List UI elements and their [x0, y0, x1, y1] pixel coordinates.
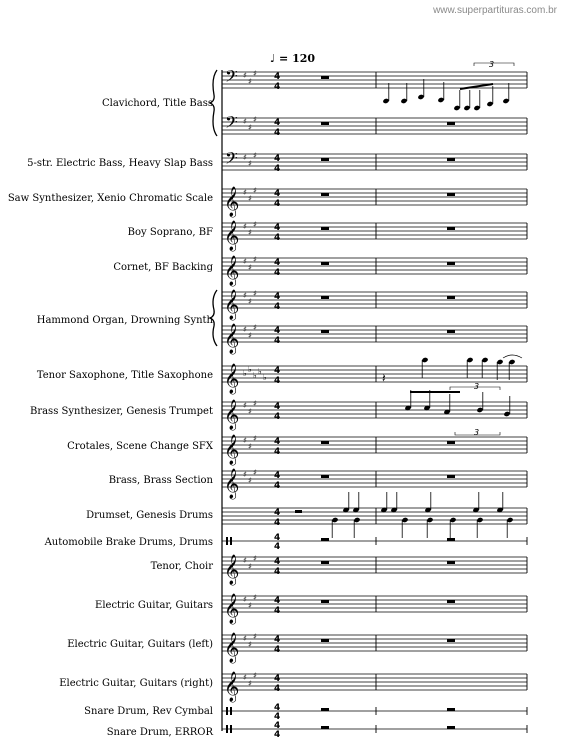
whole-rest: [447, 726, 455, 729]
time-signature-numerator: 4: [274, 471, 281, 481]
time-signature-denominator: 4: [274, 233, 281, 243]
time-signature-numerator: 4: [274, 533, 281, 543]
flat-icon: ♭: [258, 367, 262, 376]
flat-icon: ♭: [263, 373, 267, 382]
percussion-clef-icon: [226, 537, 228, 545]
sharp-icon: ♯: [253, 468, 257, 477]
instrument-label: Cornet, BF Backing: [113, 262, 213, 273]
treble-clef-icon: 𝄞: [224, 290, 240, 320]
time-signature-numerator: 4: [274, 557, 281, 567]
sharp-icon: ♯: [243, 117, 247, 126]
time-signature-denominator: 4: [274, 606, 281, 616]
treble-clef-icon: 𝄞: [224, 256, 240, 286]
sharp-icon: ♯: [248, 159, 252, 168]
sharp-icon: ♯: [253, 220, 257, 229]
sharp-icon: ♯: [253, 632, 257, 641]
sharp-icon: ♯: [243, 436, 247, 445]
sharp-icon: ♯: [248, 640, 252, 649]
sharp-icon: ♯: [243, 222, 247, 231]
whole-rest: [321, 76, 329, 79]
sharp-icon: ♯: [253, 69, 257, 78]
sharp-icon: ♯: [243, 673, 247, 682]
time-signature-denominator: 4: [274, 164, 281, 174]
time-signature-denominator: 4: [274, 712, 281, 722]
sharp-icon: ♯: [243, 634, 247, 643]
whole-rest: [321, 441, 329, 444]
tuplet-number: 3: [474, 382, 480, 391]
whole-rest: [447, 600, 455, 603]
instrument-label: Electric Guitar, Guitars (left): [67, 639, 213, 650]
instrument-label: Brass, Brass Section: [108, 475, 213, 486]
sharp-icon: ♯: [253, 289, 257, 298]
time-signature-denominator: 4: [274, 302, 281, 312]
tuplet-number: 3: [489, 60, 495, 69]
time-signature-denominator: 4: [274, 268, 281, 278]
time-signature-denominator: 4: [274, 684, 281, 694]
time-signature-numerator: 4: [274, 437, 281, 447]
bass-clef-icon: 𝄢: [225, 148, 238, 172]
whole-rest: [447, 561, 455, 564]
grand-staff-brace: [210, 70, 217, 136]
whole-rest: [321, 193, 329, 196]
sharp-icon: ♯: [248, 562, 252, 571]
treble-clef-icon: 𝄞: [224, 364, 240, 394]
time-signature-numerator: 4: [274, 154, 281, 164]
instrument-label: Automobile Brake Drums, Drums: [44, 537, 213, 548]
bass-clef-icon: 𝄢: [225, 112, 238, 136]
sharp-icon: ♯: [253, 151, 257, 160]
sharp-icon: ♯: [243, 595, 247, 604]
flat-icon: ♭: [253, 371, 257, 380]
time-signature-denominator: 4: [274, 199, 281, 209]
time-signature-denominator: 4: [274, 518, 281, 528]
whole-rest: [447, 122, 455, 125]
organ-staff-brace: [210, 290, 217, 346]
treble-clef-icon: 𝄞: [224, 187, 240, 217]
time-signature-denominator: 4: [274, 376, 281, 386]
time-signature-numerator: 4: [274, 596, 281, 606]
instrument-label: Hammond Organ, Drowning Synth: [36, 315, 213, 326]
whole-rest: [321, 158, 329, 161]
sharp-icon: ♯: [243, 325, 247, 334]
whole-rest: [321, 561, 329, 564]
time-signature-numerator: 4: [274, 635, 281, 645]
sharp-icon: ♯: [253, 399, 257, 408]
sharp-icon: ♯: [248, 77, 252, 86]
time-signature-numerator: 4: [274, 703, 281, 713]
whole-rest: [321, 708, 329, 711]
treble-clef-icon: 𝄞: [224, 672, 240, 702]
half-rest: [295, 510, 302, 513]
sharp-icon: ♯: [243, 153, 247, 162]
sharp-icon: ♯: [253, 186, 257, 195]
whole-rest: [447, 158, 455, 161]
sharp-icon: ♯: [248, 679, 252, 688]
time-signature-denominator: 4: [274, 645, 281, 655]
instrument-label: Electric Guitar, Guitars: [95, 600, 213, 611]
quarter-rest-icon: 𝄽: [382, 371, 386, 385]
instrument-label: Electric Guitar, Guitars (right): [59, 678, 213, 689]
treble-clef-icon: 𝄞: [224, 435, 240, 465]
whole-rest: [321, 296, 329, 299]
time-signature-denominator: 4: [274, 128, 281, 138]
tuplet-number: 3: [474, 428, 480, 437]
instrument-label: Brass Synthesizer, Genesis Trumpet: [29, 406, 213, 417]
tempo-marking: ♩ = 120: [270, 52, 316, 65]
sharp-icon: ♯: [248, 442, 252, 451]
percussion-clef-icon: [226, 725, 228, 733]
instrument-label: Saw Synthesizer, Xenio Chromatic Scale: [7, 193, 213, 204]
percussion-clef-icon: [230, 725, 232, 733]
sharp-icon: ♯: [243, 291, 247, 300]
time-signature-denominator: 4: [274, 567, 281, 577]
sharp-icon: ♯: [248, 476, 252, 485]
sharp-icon: ♯: [248, 601, 252, 610]
time-signature-denominator: 4: [274, 730, 281, 738]
sharp-icon: ♯: [248, 123, 252, 132]
time-signature-numerator: 4: [274, 508, 281, 518]
time-signature-numerator: 4: [274, 118, 281, 128]
time-signature-denominator: 4: [274, 336, 281, 346]
time-signature-numerator: 4: [274, 674, 281, 684]
whole-rest: [321, 330, 329, 333]
whole-rest: [447, 262, 455, 265]
instrument-label: Clavichord, Title Bass: [101, 98, 213, 109]
whole-rest: [321, 726, 329, 729]
sharp-icon: ♯: [243, 470, 247, 479]
time-signature-numerator: 4: [274, 258, 281, 268]
sharp-icon: ♯: [248, 263, 252, 272]
time-signature-numerator: 4: [274, 402, 281, 412]
flat-icon: ♭: [243, 369, 247, 378]
whole-rest: [447, 227, 455, 230]
instrument-label: Snare Drum, Rev Cymbal: [84, 706, 213, 717]
sharp-icon: ♯: [248, 407, 252, 416]
treble-clef-icon: 𝄞: [224, 633, 240, 663]
instrument-label: Crotales, Scene Change SFX: [67, 441, 213, 452]
whole-rest: [321, 600, 329, 603]
bass-clef-icon: 𝄢: [225, 66, 238, 90]
whole-rest: [321, 639, 329, 642]
sharp-icon: ♯: [253, 671, 257, 680]
percussion-clef-icon: [226, 707, 228, 715]
sharp-icon: ♯: [253, 323, 257, 332]
sharp-icon: ♯: [253, 115, 257, 124]
whole-rest: [447, 708, 455, 711]
time-signature-denominator: 4: [274, 481, 281, 491]
whole-rest: [447, 441, 455, 444]
whole-rest: [321, 262, 329, 265]
sharp-icon: ♯: [253, 593, 257, 602]
time-signature-denominator: 4: [274, 447, 281, 457]
time-signature-denominator: 4: [274, 542, 281, 552]
time-signature-numerator: 4: [274, 72, 281, 82]
sharp-icon: ♯: [253, 434, 257, 443]
instrument-label: Boy Soprano, BF: [127, 227, 213, 238]
sharp-icon: ♯: [243, 556, 247, 565]
instrument-label: Snare Drum, ERROR: [106, 727, 213, 738]
treble-clef-icon: 𝄞: [224, 469, 240, 499]
time-signature-numerator: 4: [274, 366, 281, 376]
sharp-icon: ♯: [253, 255, 257, 264]
flat-icon: ♭: [248, 365, 252, 374]
whole-rest: [447, 193, 455, 196]
sharp-icon: ♯: [248, 194, 252, 203]
treble-clef-icon: 𝄞: [224, 400, 240, 430]
site-watermark: www.superpartituras.com.br: [433, 5, 557, 16]
whole-rest: [447, 475, 455, 478]
sharp-icon: ♯: [253, 554, 257, 563]
whole-rest: [321, 475, 329, 478]
sharp-icon: ♯: [243, 401, 247, 410]
time-signature-numerator: 4: [274, 721, 281, 731]
sharp-icon: ♯: [243, 188, 247, 197]
whole-rest: [321, 122, 329, 125]
time-signature-numerator: 4: [274, 223, 281, 233]
instrument-label: 5-str. Electric Bass, Heavy Slap Bass: [27, 158, 213, 169]
time-signature-numerator: 4: [274, 292, 281, 302]
sharp-icon: ♯: [248, 297, 252, 306]
whole-rest: [447, 639, 455, 642]
treble-clef-icon: 𝄞: [224, 594, 240, 624]
time-signature-numerator: 4: [274, 189, 281, 199]
whole-rest: [447, 538, 455, 541]
tie-mark: [503, 355, 522, 358]
whole-rest: [321, 227, 329, 230]
treble-clef-icon: 𝄞: [224, 221, 240, 251]
instrument-label: Tenor, Choir: [150, 561, 213, 572]
time-signature-denominator: 4: [274, 412, 281, 422]
treble-clef-icon: 𝄞: [224, 324, 240, 354]
instrument-label: Tenor Saxophone, Title Saxophone: [36, 370, 213, 381]
instrument-label: Drumset, Genesis Drums: [86, 510, 213, 521]
sharp-icon: ♯: [243, 257, 247, 266]
percussion-clef-icon: [230, 537, 232, 545]
sharp-icon: ♯: [248, 228, 252, 237]
time-signature-numerator: 4: [274, 326, 281, 336]
whole-rest: [447, 330, 455, 333]
time-signature-denominator: 4: [274, 82, 281, 92]
percussion-clef-icon: [230, 707, 232, 715]
whole-rest: [321, 538, 329, 541]
whole-rest: [447, 296, 455, 299]
sharp-icon: ♯: [248, 331, 252, 340]
treble-clef-icon: 𝄞: [224, 555, 240, 585]
sharp-icon: ♯: [243, 71, 247, 80]
